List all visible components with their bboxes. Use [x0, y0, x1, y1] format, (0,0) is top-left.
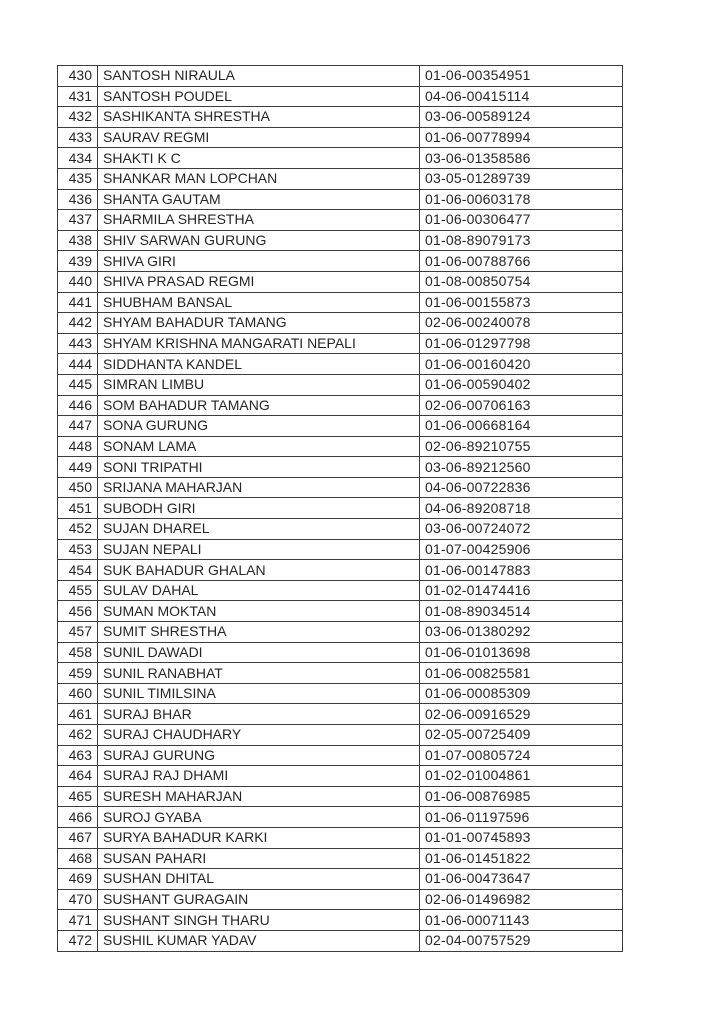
name-cell: SUSHANT GURAGAIN	[98, 889, 420, 910]
serial-cell: 451	[58, 498, 98, 519]
serial-cell: 444	[58, 354, 98, 375]
name-cell: SURESH MAHARJAN	[98, 786, 420, 807]
roster-table	[57, 65, 623, 952]
serial-cell: 441	[58, 292, 98, 313]
table-row	[58, 498, 623, 519]
id-number-cell: 01-02-01474416	[420, 580, 623, 601]
table-row	[58, 395, 623, 416]
serial-cell: 443	[58, 333, 98, 354]
id-number-cell: 01-06-00668164	[420, 416, 623, 437]
id-number-cell: 04-06-00415114	[420, 86, 623, 107]
serial-cell: 471	[58, 910, 98, 931]
serial-cell: 450	[58, 477, 98, 498]
table-row	[58, 477, 623, 498]
id-number-cell: 02-06-01496982	[420, 889, 623, 910]
id-number-cell: 01-06-00071143	[420, 910, 623, 931]
id-number-cell: 02-04-00757529	[420, 930, 623, 951]
table-row	[58, 725, 623, 746]
table-row	[58, 189, 623, 210]
serial-cell: 455	[58, 580, 98, 601]
table-row	[58, 704, 623, 725]
name-cell: SUSHANT SINGH THARU	[98, 910, 420, 931]
table-row	[58, 333, 623, 354]
serial-cell: 430	[58, 66, 98, 87]
name-cell: SURYA BAHADUR KARKI	[98, 827, 420, 848]
id-number-cell: 01-06-00160420	[420, 354, 623, 375]
serial-cell: 465	[58, 786, 98, 807]
id-number-cell: 01-06-00778994	[420, 127, 623, 148]
name-cell: SHYAM KRISHNA MANGARATI NEPALI	[98, 333, 420, 354]
name-cell: SUJAN NEPALI	[98, 539, 420, 560]
table-row	[58, 436, 623, 457]
table-row	[58, 148, 623, 169]
serial-cell: 470	[58, 889, 98, 910]
name-cell: SUNIL RANABHAT	[98, 663, 420, 684]
table-row	[58, 827, 623, 848]
table-row	[58, 66, 623, 87]
id-number-cell: 01-07-00805724	[420, 745, 623, 766]
name-cell: SURAJ BHAR	[98, 704, 420, 725]
name-cell: SONA GURUNG	[98, 416, 420, 437]
name-cell: SUBODH GIRI	[98, 498, 420, 519]
serial-cell: 467	[58, 827, 98, 848]
table-row	[58, 539, 623, 560]
table-row	[58, 683, 623, 704]
serial-cell: 464	[58, 766, 98, 787]
serial-cell: 457	[58, 622, 98, 643]
id-number-cell: 04-06-00722836	[420, 477, 623, 498]
name-cell: SURAJ CHAUDHARY	[98, 725, 420, 746]
serial-cell: 431	[58, 86, 98, 107]
serial-cell: 439	[58, 251, 98, 272]
table-row	[58, 168, 623, 189]
name-cell: SOM BAHADUR TAMANG	[98, 395, 420, 416]
name-cell: SULAV DAHAL	[98, 580, 420, 601]
serial-cell: 460	[58, 683, 98, 704]
name-cell: SHIVA PRASAD REGMI	[98, 271, 420, 292]
name-cell: SHYAM BAHADUR TAMANG	[98, 313, 420, 334]
id-number-cell: 02-06-00916529	[420, 704, 623, 725]
table-row	[58, 519, 623, 540]
name-cell: SASHIKANTA SHRESTHA	[98, 107, 420, 128]
name-cell: SHUBHAM BANSAL	[98, 292, 420, 313]
name-cell: SHANKAR MAN LOPCHAN	[98, 168, 420, 189]
table-row	[58, 930, 623, 951]
name-cell: SUSHAN DHITAL	[98, 869, 420, 890]
id-number-cell: 01-08-00850754	[420, 271, 623, 292]
name-cell: SUSAN PAHARI	[98, 848, 420, 869]
serial-cell: 442	[58, 313, 98, 334]
table-row	[58, 107, 623, 128]
serial-cell: 458	[58, 642, 98, 663]
id-number-cell: 01-06-01297798	[420, 333, 623, 354]
name-cell: SANTOSH POUDEL	[98, 86, 420, 107]
name-cell: SUSHIL KUMAR YADAV	[98, 930, 420, 951]
id-number-cell: 01-06-00788766	[420, 251, 623, 272]
serial-cell: 448	[58, 436, 98, 457]
table-row	[58, 457, 623, 478]
serial-cell: 461	[58, 704, 98, 725]
id-number-cell: 01-06-00603178	[420, 189, 623, 210]
name-cell: SHARMILA SHRESTHA	[98, 210, 420, 231]
table-row	[58, 766, 623, 787]
id-number-cell: 03-06-01380292	[420, 622, 623, 643]
id-number-cell: 01-06-01197596	[420, 807, 623, 828]
name-cell: SAURAV REGMI	[98, 127, 420, 148]
name-cell: SUMIT SHRESTHA	[98, 622, 420, 643]
name-cell: SRIJANA MAHARJAN	[98, 477, 420, 498]
table-row	[58, 786, 623, 807]
id-number-cell: 01-06-01451822	[420, 848, 623, 869]
name-cell: SURAJ RAJ DHAMI	[98, 766, 420, 787]
table-row	[58, 745, 623, 766]
serial-cell: 438	[58, 230, 98, 251]
name-cell: SONAM LAMA	[98, 436, 420, 457]
name-cell: SURAJ GURUNG	[98, 745, 420, 766]
table-row	[58, 663, 623, 684]
serial-cell: 452	[58, 519, 98, 540]
table-row	[58, 869, 623, 890]
serial-cell: 432	[58, 107, 98, 128]
serial-cell: 449	[58, 457, 98, 478]
id-number-cell: 02-06-89210755	[420, 436, 623, 457]
table-row	[58, 313, 623, 334]
serial-cell: 454	[58, 560, 98, 581]
id-number-cell: 01-06-00354951	[420, 66, 623, 87]
serial-cell: 463	[58, 745, 98, 766]
name-cell: SONI TRIPATHI	[98, 457, 420, 478]
name-cell: SHIVA GIRI	[98, 251, 420, 272]
serial-cell: 437	[58, 210, 98, 231]
name-cell: SHANTA GAUTAM	[98, 189, 420, 210]
table-row	[58, 807, 623, 828]
id-number-cell: 03-05-01289739	[420, 168, 623, 189]
name-cell: SUJAN DHAREL	[98, 519, 420, 540]
id-number-cell: 01-06-00825581	[420, 663, 623, 684]
id-number-cell: 03-06-89212560	[420, 457, 623, 478]
id-number-cell: 01-06-00876985	[420, 786, 623, 807]
id-number-cell: 01-02-01004861	[420, 766, 623, 787]
table-row	[58, 354, 623, 375]
table-row	[58, 251, 623, 272]
id-number-cell: 01-08-89079173	[420, 230, 623, 251]
table-row	[58, 889, 623, 910]
id-number-cell: 04-06-89208718	[420, 498, 623, 519]
name-cell: SUNIL TIMILSINA	[98, 683, 420, 704]
name-cell: SUMAN MOKTAN	[98, 601, 420, 622]
roster-body	[58, 66, 623, 952]
id-number-cell: 01-08-89034514	[420, 601, 623, 622]
table-row	[58, 210, 623, 231]
id-number-cell: 01-06-00473647	[420, 869, 623, 890]
serial-cell: 468	[58, 848, 98, 869]
table-row	[58, 416, 623, 437]
serial-cell: 469	[58, 869, 98, 890]
id-number-cell: 01-06-01013698	[420, 642, 623, 663]
table-row	[58, 230, 623, 251]
id-number-cell: 02-06-00240078	[420, 313, 623, 334]
id-number-cell: 03-06-00589124	[420, 107, 623, 128]
serial-cell: 445	[58, 374, 98, 395]
table-row	[58, 910, 623, 931]
serial-cell: 462	[58, 725, 98, 746]
id-number-cell: 02-05-00725409	[420, 725, 623, 746]
name-cell: SIDDHANTA KANDEL	[98, 354, 420, 375]
serial-cell: 440	[58, 271, 98, 292]
serial-cell: 447	[58, 416, 98, 437]
serial-cell: 435	[58, 168, 98, 189]
id-number-cell: 01-06-00147883	[420, 560, 623, 581]
id-number-cell: 01-07-00425906	[420, 539, 623, 560]
serial-cell: 459	[58, 663, 98, 684]
table-row	[58, 271, 623, 292]
name-cell: SANTOSH NIRAULA	[98, 66, 420, 87]
table-row	[58, 580, 623, 601]
name-cell: SIMRAN LIMBU	[98, 374, 420, 395]
serial-cell: 466	[58, 807, 98, 828]
table-row	[58, 848, 623, 869]
id-number-cell: 01-06-00306477	[420, 210, 623, 231]
id-number-cell: 03-06-01358586	[420, 148, 623, 169]
id-number-cell: 01-01-00745893	[420, 827, 623, 848]
serial-cell: 453	[58, 539, 98, 560]
name-cell: SUK BAHADUR GHALAN	[98, 560, 420, 581]
table-row	[58, 560, 623, 581]
serial-cell: 433	[58, 127, 98, 148]
name-cell: SUNIL DAWADI	[98, 642, 420, 663]
serial-cell: 434	[58, 148, 98, 169]
table-row	[58, 622, 623, 643]
serial-cell: 446	[58, 395, 98, 416]
id-number-cell: 01-06-00590402	[420, 374, 623, 395]
serial-cell: 436	[58, 189, 98, 210]
table-row	[58, 601, 623, 622]
id-number-cell: 02-06-00706163	[420, 395, 623, 416]
table-row	[58, 374, 623, 395]
table-row	[58, 86, 623, 107]
serial-cell: 456	[58, 601, 98, 622]
name-cell: SUROJ GYABA	[98, 807, 420, 828]
id-number-cell: 01-06-00085309	[420, 683, 623, 704]
name-cell: SHAKTI K C	[98, 148, 420, 169]
id-number-cell: 03-06-00724072	[420, 519, 623, 540]
id-number-cell: 01-06-00155873	[420, 292, 623, 313]
serial-cell: 472	[58, 930, 98, 951]
table-row	[58, 642, 623, 663]
table-row	[58, 127, 623, 148]
table-row	[58, 292, 623, 313]
name-cell: SHIV SARWAN GURUNG	[98, 230, 420, 251]
